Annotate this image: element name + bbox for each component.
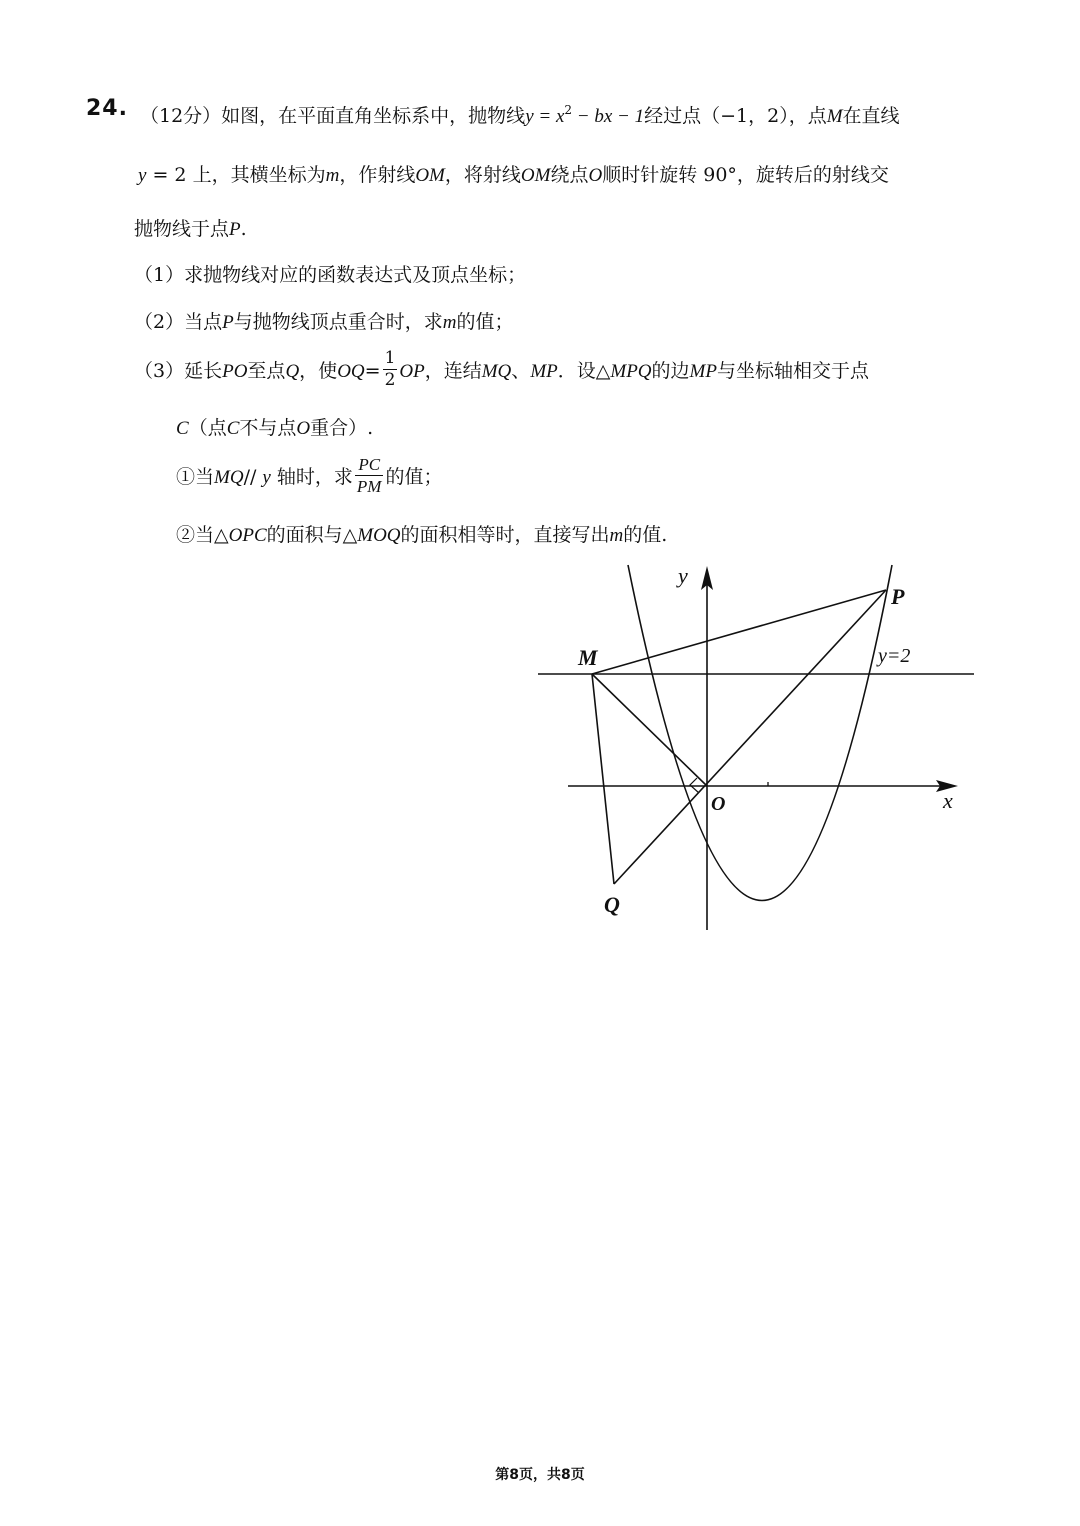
fraction-one-half: $\frac{1}{2}$ <box>384 348 396 390</box>
question-number: 24. <box>86 96 128 121</box>
x-axis-label: x <box>943 788 953 813</box>
segment-pq <box>614 590 886 884</box>
part-3-line-2: C（点C不与点O重合）. <box>176 417 374 439</box>
sub-question-2: ②当△OPC的面积与△MOQ的面积相等时，直接写出m的值. <box>176 524 668 546</box>
parabola-curve <box>628 565 892 901</box>
part-2: （2）当点P与抛物线顶点重合时，求m的值； <box>134 311 514 333</box>
y-axis-label: y <box>678 563 688 588</box>
origin-label: O <box>711 793 726 815</box>
point-m-label: M <box>578 645 598 670</box>
segment-mo <box>592 674 707 786</box>
page-footer: 第8页，共8页 <box>495 1467 585 1483</box>
line-equation-label: y=2 <box>878 645 911 667</box>
question-stem-line-1: （12分）如图，在平面直角坐标系中，抛物线$y = x^2$ − bx − 1经过点（−1，2），点M在直线 <box>140 103 900 127</box>
question-stem-line-3: 抛物线于点P. <box>134 218 247 240</box>
part-3: （3）延长PO至点Q，使OQ= $\frac{1}{2}$ OP，连结MQ、MP．设△MPQ的边MP与坐标轴相交于点 <box>134 348 869 390</box>
segment-mq <box>592 674 614 884</box>
fraction-pc-over-pm: $\frac{PC}{PM}$ <box>356 455 382 496</box>
point-p-label: P <box>891 584 905 609</box>
question-stem-line-2: y = 2 上，其横坐标为m，作射线OM，将射线OM绕点O顺时针旋转 90°，旋转后的射线交 <box>138 164 889 186</box>
point-q-label: Q <box>604 892 620 917</box>
sub-question-1: ①当MQ// y 轴时，求 $\frac{PC}{PM}$ 的值； <box>176 455 443 496</box>
part-1: （1）求抛物线对应的函数表达式及顶点坐标； <box>134 264 527 286</box>
